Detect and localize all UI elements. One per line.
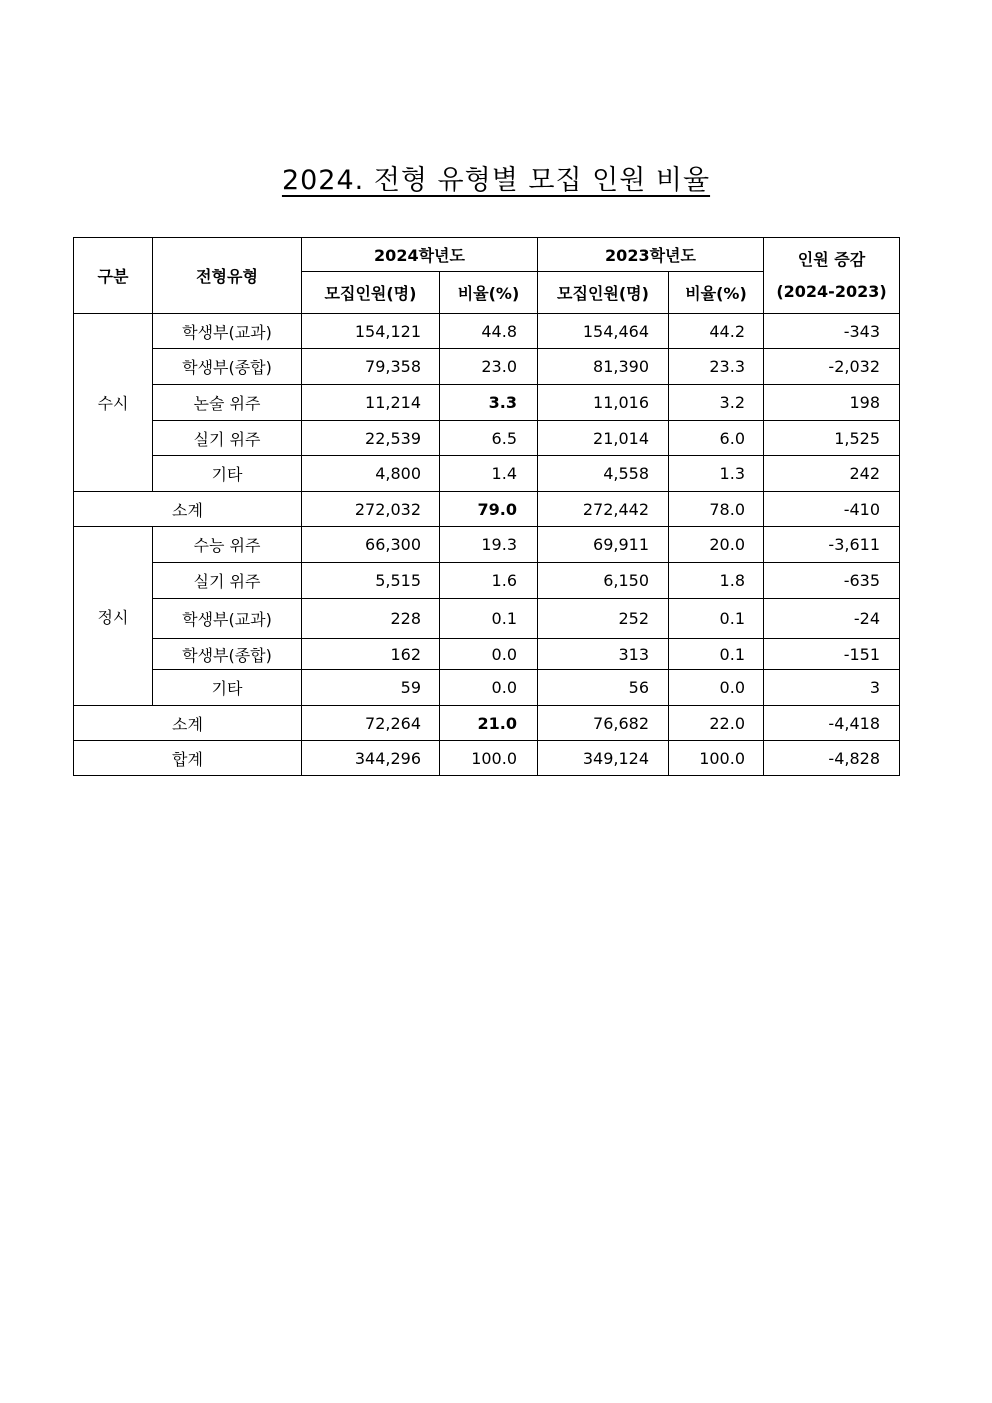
diff: -3,611 [764, 527, 900, 563]
diff: -4,828 [764, 741, 900, 776]
count-2023: 154,464 [538, 314, 669, 349]
ratio-2023: 0.1 [669, 639, 764, 670]
table-row [74, 456, 900, 492]
count-2024: 162 [302, 639, 440, 670]
header-group: 구분 [74, 238, 153, 314]
ratio-2023: 0.0 [669, 670, 764, 706]
table-row [74, 527, 900, 563]
ratio-2024: 0.0 [440, 639, 538, 670]
document-title-text: 2024. 전형 유형별 모집 인원 비율 [281, 165, 711, 196]
ratio-2024: 44.8 [440, 314, 538, 349]
table-row [74, 385, 900, 421]
header-count-2023: 모집인원(명) [538, 272, 669, 314]
row-type: 학생부(교과) [153, 314, 302, 349]
ratio-2024: 79.0 [440, 492, 538, 527]
diff: -410 [764, 492, 900, 527]
document-title [0, 158, 992, 197]
count-2023: 56 [538, 670, 669, 706]
ratio-2024: 1.6 [440, 563, 538, 599]
table-row [74, 563, 900, 599]
count-2024: 66,300 [302, 527, 440, 563]
subtotal-row-jeongsi [74, 706, 900, 741]
row-type: 기타 [153, 670, 302, 706]
diff: 3 [764, 670, 900, 706]
header-year-2023: 2023학년도 [538, 238, 764, 272]
subtotal-label: 소계 [74, 492, 302, 527]
count-2023: 69,911 [538, 527, 669, 563]
ratio-2024: 23.0 [440, 349, 538, 385]
count-2024: 11,214 [302, 385, 440, 421]
row-type: 실기 위주 [153, 563, 302, 599]
ratio-2023: 1.3 [669, 456, 764, 492]
ratio-2023: 23.3 [669, 349, 764, 385]
table-row [74, 421, 900, 456]
count-2024: 72,264 [302, 706, 440, 741]
ratio-2024: 3.3 [440, 385, 538, 421]
header-type: 전형유형 [153, 238, 302, 314]
diff: -635 [764, 563, 900, 599]
table-row [74, 639, 900, 670]
count-2024: 272,032 [302, 492, 440, 527]
header-ratio-2024: 비율(%) [440, 272, 538, 314]
ratio-2023: 0.1 [669, 599, 764, 639]
ratio-2023: 44.2 [669, 314, 764, 349]
diff: -151 [764, 639, 900, 670]
diff: 1,525 [764, 421, 900, 456]
total-label: 합계 [74, 741, 302, 776]
diff: -2,032 [764, 349, 900, 385]
count-2023: 4,558 [538, 456, 669, 492]
row-type: 기타 [153, 456, 302, 492]
recruitment-ratio-table [73, 237, 900, 776]
ratio-2023: 6.0 [669, 421, 764, 456]
ratio-2023: 20.0 [669, 527, 764, 563]
count-2024: 4,800 [302, 456, 440, 492]
group-label-susi: 수시 [74, 314, 153, 492]
count-2023: 313 [538, 639, 669, 670]
count-2023: 11,016 [538, 385, 669, 421]
diff: -24 [764, 599, 900, 639]
subtotal-label: 소계 [74, 706, 302, 741]
ratio-2023: 1.8 [669, 563, 764, 599]
table-row [74, 314, 900, 349]
ratio-2023: 3.2 [669, 385, 764, 421]
ratio-2024: 21.0 [440, 706, 538, 741]
table-row [74, 349, 900, 385]
table-row [74, 670, 900, 706]
header-ratio-2023: 비율(%) [669, 272, 764, 314]
diff: 198 [764, 385, 900, 421]
header-change [764, 238, 900, 314]
header-row-1 [74, 238, 900, 272]
header-change-line1: 인원 증감 [797, 249, 866, 269]
count-2024: 22,539 [302, 421, 440, 456]
header-count-2024: 모집인원(명) [302, 272, 440, 314]
group-label-jeongsi: 정시 [74, 527, 153, 706]
row-type: 논술 위주 [153, 385, 302, 421]
ratio-2024: 6.5 [440, 421, 538, 456]
diff: 242 [764, 456, 900, 492]
count-2024: 228 [302, 599, 440, 639]
count-2024: 79,358 [302, 349, 440, 385]
ratio-2023: 100.0 [669, 741, 764, 776]
total-row [74, 741, 900, 776]
header-change-line2: (2024-2023) [776, 281, 887, 301]
ratio-2024: 0.1 [440, 599, 538, 639]
ratio-2024: 100.0 [440, 741, 538, 776]
count-2024: 344,296 [302, 741, 440, 776]
header-year-2024: 2024학년도 [302, 238, 538, 272]
row-type: 수능 위주 [153, 527, 302, 563]
count-2023: 21,014 [538, 421, 669, 456]
ratio-2024: 19.3 [440, 527, 538, 563]
ratio-2024: 1.4 [440, 456, 538, 492]
ratio-2023: 22.0 [669, 706, 764, 741]
count-2023: 76,682 [538, 706, 669, 741]
count-2023: 252 [538, 599, 669, 639]
diff: -4,418 [764, 706, 900, 741]
count-2023: 349,124 [538, 741, 669, 776]
row-type: 학생부(종합) [153, 349, 302, 385]
table-row [74, 599, 900, 639]
ratio-2024: 0.0 [440, 670, 538, 706]
row-type: 실기 위주 [153, 421, 302, 456]
count-2024: 154,121 [302, 314, 440, 349]
diff: -343 [764, 314, 900, 349]
count-2024: 59 [302, 670, 440, 706]
row-type: 학생부(교과) [153, 599, 302, 639]
count-2024: 5,515 [302, 563, 440, 599]
count-2023: 6,150 [538, 563, 669, 599]
count-2023: 272,442 [538, 492, 669, 527]
row-type: 학생부(종합) [153, 639, 302, 670]
subtotal-row-susi [74, 492, 900, 527]
ratio-2023: 78.0 [669, 492, 764, 527]
count-2023: 81,390 [538, 349, 669, 385]
